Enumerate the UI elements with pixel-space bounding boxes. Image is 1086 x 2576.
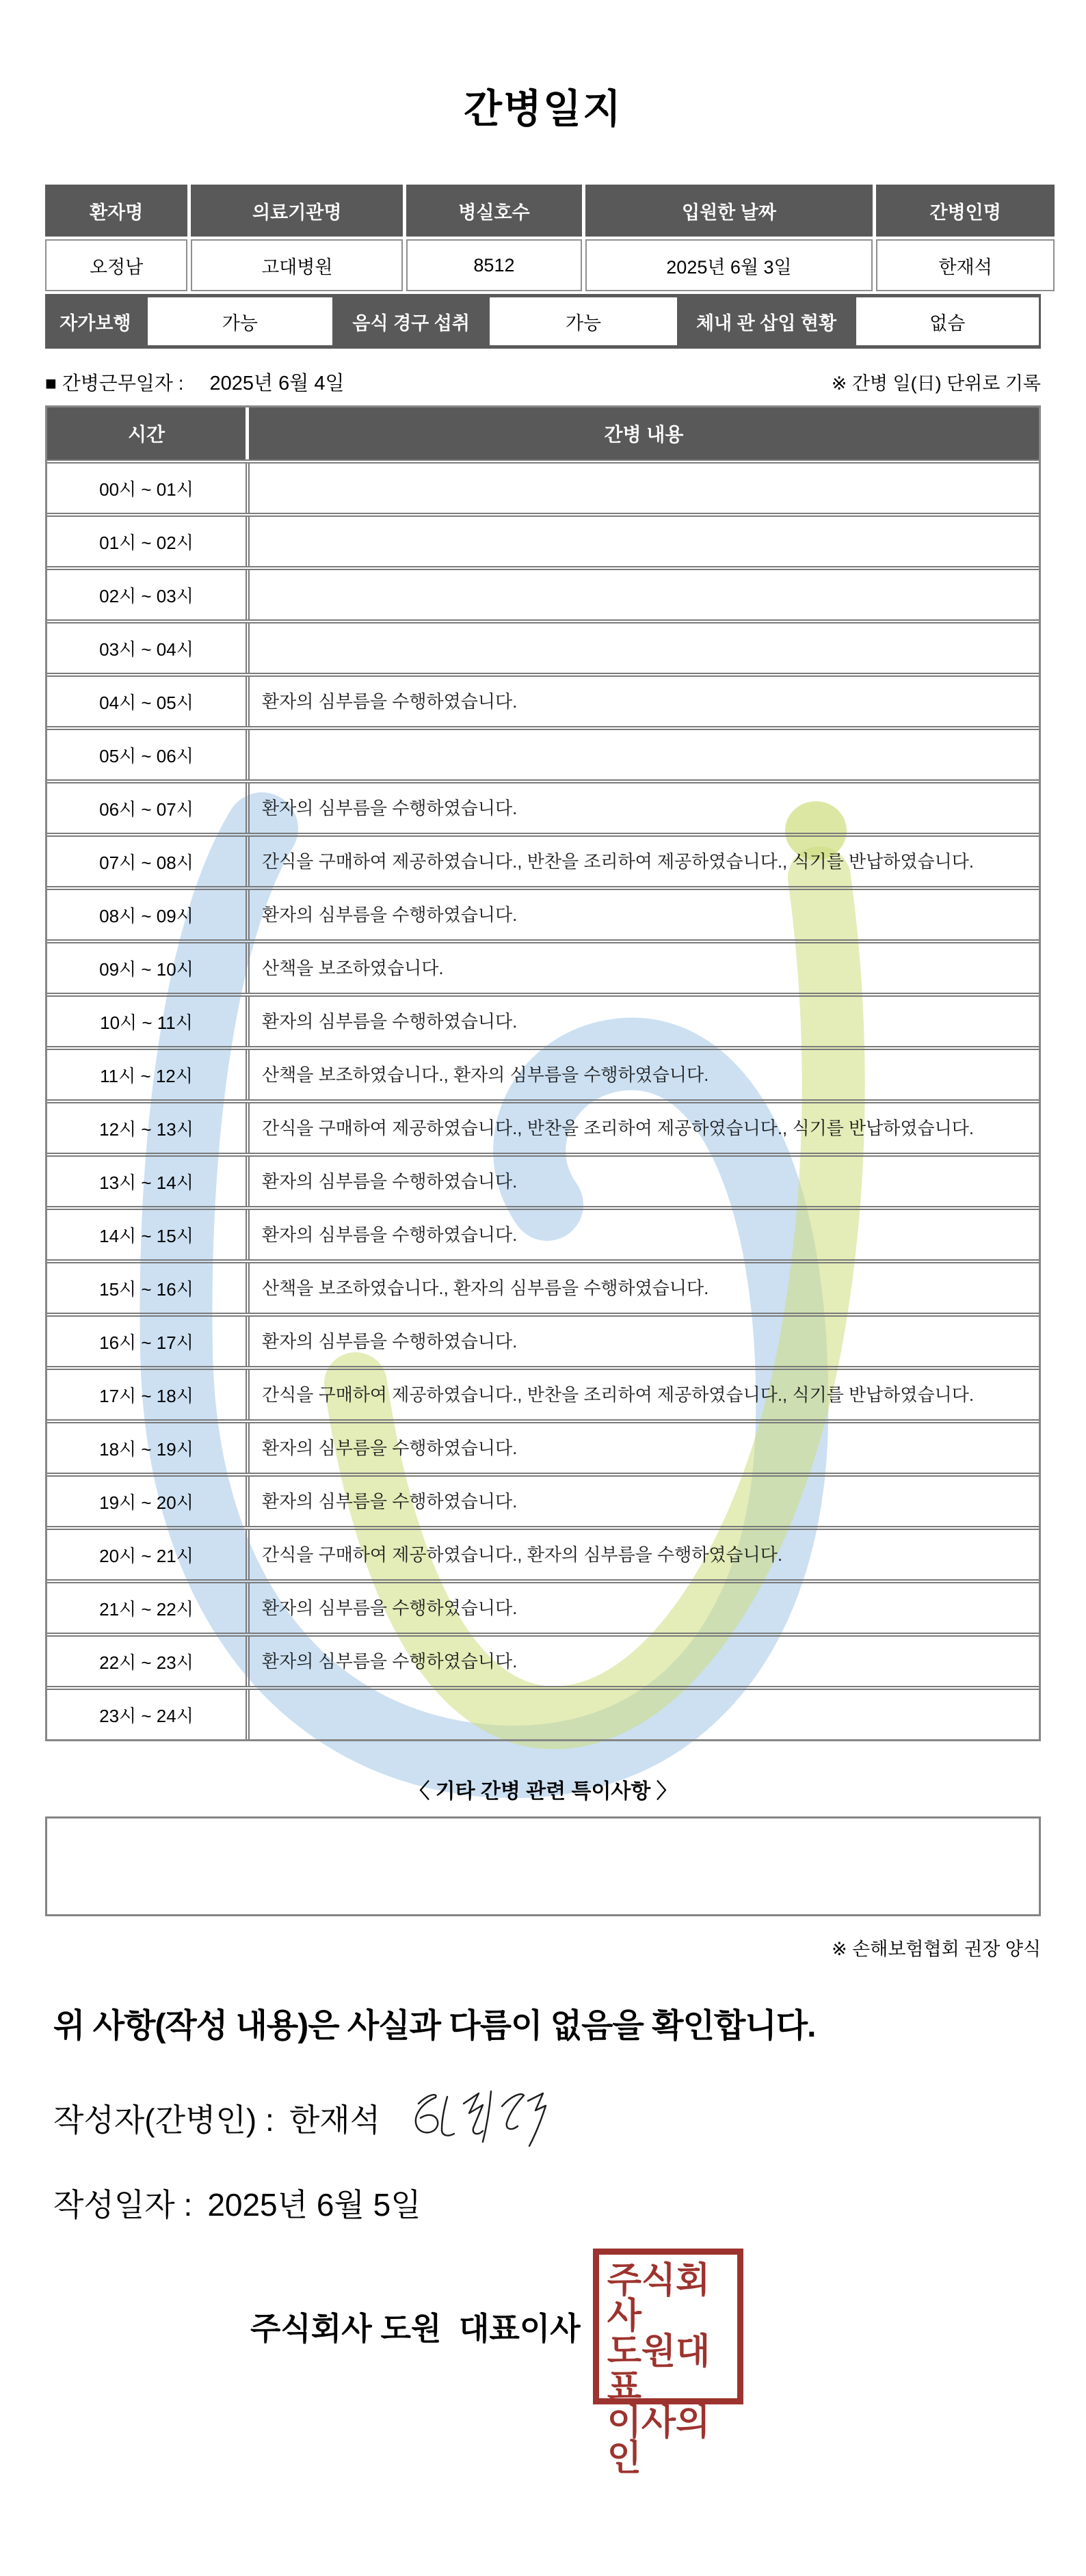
stamp-line: 이사의인 [607, 2403, 711, 2478]
care-content-cell [246, 1690, 1039, 1739]
care-table-row [47, 939, 1039, 993]
care-content-cell: 환자의 심부름을 수행하였습니다. [246, 1210, 1039, 1259]
care-table-row [47, 1206, 1039, 1259]
care-table-row [47, 1686, 1039, 1739]
care-table-row [47, 566, 1039, 619]
self-walking-label: 자가보행 [59, 312, 131, 334]
care-table-row [47, 1153, 1039, 1206]
time-cell: 17시 ~ 18시 [99, 1385, 194, 1406]
care-table-row [47, 779, 1039, 833]
confirmation-statement: 위 사항(작성 내용)은 사실과 다름이 없음을 확인합니다. [53, 2008, 816, 2044]
tube-insertion-label: 체내 관 삽입 현황 [696, 312, 837, 334]
time-cell: 12시 ~ 13시 [99, 1118, 194, 1140]
time-cell: 09시 ~ 10시 [99, 958, 194, 980]
admission-date-value: 2025년 6월 3일 [585, 239, 873, 291]
time-cell: 01시 ~ 02시 [99, 532, 194, 553]
write-date-row [45, 2180, 1041, 2225]
care-content-cell [246, 517, 1039, 566]
care-table-header [47, 407, 1039, 459]
time-cell: 00시 ~ 01시 [99, 479, 194, 500]
time-cell: 08시 ~ 09시 [99, 905, 194, 926]
care-table-row [47, 1473, 1039, 1526]
writer-row [45, 2095, 1041, 2157]
care-table-body [47, 459, 1039, 1739]
write-date-value: 2025년 6월 5일 [207, 2187, 421, 2223]
content-column-header: 간병 내용 [249, 407, 1039, 459]
care-content-cell: 환자의 심부름을 수행하였습니다. [246, 1317, 1039, 1366]
admission-date-header: 입원한 날짜 [585, 185, 873, 237]
care-content-cell: 간식을 구매하여 제공하였습니다., 반찬을 조리하여 제공하였습니다., 식기를 반납하였습니다. [246, 1103, 1039, 1153]
time-cell: 05시 ~ 06시 [99, 745, 194, 766]
writer-label: 작성자(간병인) : [53, 2102, 274, 2138]
oral-intake-value: 가능 [490, 297, 676, 345]
time-cell: 13시 ~ 14시 [99, 1172, 194, 1193]
care-content-cell: 환자의 심부름을 수행하였습니다. [246, 997, 1039, 1046]
patient-status-bar [45, 294, 1041, 349]
care-content-cell: 간식을 구매하여 제공하였습니다., 반찬을 조리하여 제공하였습니다., 식기를 반납하였습니다. [246, 837, 1039, 886]
care-content-cell: 환자의 심부름을 수행하였습니다. [246, 677, 1039, 726]
care-content-cell [246, 570, 1039, 619]
care-table-row [47, 1099, 1039, 1153]
institution-header: 의료기관명 [191, 185, 403, 237]
page-title: 간병일지 [463, 87, 623, 131]
care-table-row [47, 1313, 1039, 1366]
time-cell: 21시 ~ 22시 [99, 1598, 194, 1620]
institution-value: 고대병원 [191, 239, 403, 291]
self-walking-value: 가능 [148, 297, 332, 345]
time-cell: 07시 ~ 08시 [99, 852, 194, 873]
care-table-row [47, 993, 1039, 1046]
care-content-cell: 간식을 구매하여 제공하였습니다., 반찬을 조리하여 제공하였습니다., 식기를 반납하였습니다. [246, 1370, 1039, 1419]
care-content-cell [246, 464, 1039, 513]
daily-record-note: ※ 간병 일(日) 단위로 기록 [831, 373, 1041, 394]
time-cell: 19시 ~ 20시 [99, 1492, 194, 1513]
patient-name-value: 오정남 [45, 239, 187, 291]
care-content-cell: 산책을 보조하였습니다. [246, 943, 1039, 993]
care-table-row [47, 1633, 1039, 1686]
time-cell: 14시 ~ 15시 [99, 1225, 194, 1246]
work-date-row [45, 368, 1041, 396]
recommended-form-note: ※ 손해보험협회 권장 양식 [832, 1939, 1041, 1959]
time-cell: 02시 ~ 03시 [99, 585, 194, 606]
time-cell: 04시 ~ 05시 [99, 692, 194, 713]
tube-insertion-value: 없슴 [856, 297, 1039, 345]
care-content-cell [246, 623, 1039, 673]
caregiver-name-value: 한재석 [876, 239, 1055, 291]
care-content-cell: 환자의 심부름을 수행하였습니다. [246, 783, 1039, 833]
care-table-row [47, 619, 1039, 673]
time-cell: 22시 ~ 23시 [99, 1652, 194, 1673]
stamp-line: 주식회사 [607, 2261, 711, 2336]
care-table-row [47, 459, 1039, 513]
patient-name-header: 환자명 [45, 185, 187, 237]
care-content-cell: 환자의 심부름을 수행하였습니다. [246, 1583, 1039, 1633]
care-table-row [47, 673, 1039, 726]
time-cell: 18시 ~ 19시 [99, 1438, 194, 1460]
company-seal-stamp [593, 2249, 743, 2478]
care-table-row [47, 833, 1039, 886]
care-table-row [47, 513, 1039, 566]
care-content-cell: 환자의 심부름을 수행하였습니다. [246, 1637, 1039, 1686]
caregiver-name-header: 간병인명 [876, 185, 1055, 237]
care-content-cell: 환자의 심부름을 수행하였습니다. [246, 890, 1039, 939]
time-column-header: 시간 [47, 407, 246, 459]
work-date-value: 2025년 6월 4일 [209, 373, 345, 394]
caregiver-signature [398, 2086, 562, 2157]
care-content-cell: 환자의 심부름을 수행하였습니다. [246, 1157, 1039, 1206]
care-table-row [47, 1579, 1039, 1633]
special-notes-heading: 〈 기타 간병 관련 특이사항 〉 [409, 1780, 677, 1803]
time-cell: 16시 ~ 17시 [99, 1332, 194, 1353]
care-content-cell: 산책을 보조하였습니다., 환자의 심부름을 수행하였습니다. [246, 1263, 1039, 1313]
patient-info-table [45, 185, 1041, 291]
oral-intake-label: 음식 경구 섭취 [352, 312, 470, 334]
care-content-cell: 환자의 심부름을 수행하였습니다. [246, 1423, 1039, 1473]
time-cell: 10시 ~ 11시 [100, 1012, 193, 1033]
care-table-row [47, 1259, 1039, 1313]
company-name: 주식회사 도원 대표이사 [250, 2311, 581, 2346]
room-number-header: 병실호수 [406, 185, 581, 237]
company-row [45, 2249, 1041, 2478]
care-table-row [47, 1419, 1039, 1473]
care-table-row [47, 1526, 1039, 1579]
time-cell: 11시 ~ 12시 [100, 1065, 193, 1086]
time-cell: 20시 ~ 21시 [99, 1545, 194, 1566]
stamp-line: 도원대표 [607, 2332, 711, 2407]
work-date-label: ■ 간병근무일자 : [45, 372, 184, 394]
special-notes-box [45, 1816, 1041, 1916]
room-number-value: 8512 [406, 239, 581, 291]
care-content-cell: 산책을 보조하였습니다., 환자의 심부름을 수행하였습니다. [246, 1050, 1039, 1099]
care-log-table [45, 405, 1041, 1741]
care-table-row [47, 726, 1039, 779]
time-cell: 06시 ~ 07시 [99, 799, 194, 820]
time-cell: 15시 ~ 16시 [99, 1278, 194, 1300]
write-date-label: 작성일자 : [53, 2187, 193, 2223]
care-content-cell: 간식을 구매하여 제공하였습니다., 환자의 심부름을 수행하였습니다. [246, 1530, 1039, 1579]
care-table-row [47, 886, 1039, 939]
time-cell: 23시 ~ 24시 [99, 1705, 194, 1726]
care-table-row [47, 1046, 1039, 1099]
care-table-row [47, 1366, 1039, 1419]
writer-name: 한재석 [289, 2102, 381, 2138]
time-cell: 03시 ~ 04시 [99, 639, 194, 660]
care-content-cell [246, 730, 1039, 779]
care-content-cell: 환자의 심부름을 수행하였습니다. [246, 1477, 1039, 1526]
